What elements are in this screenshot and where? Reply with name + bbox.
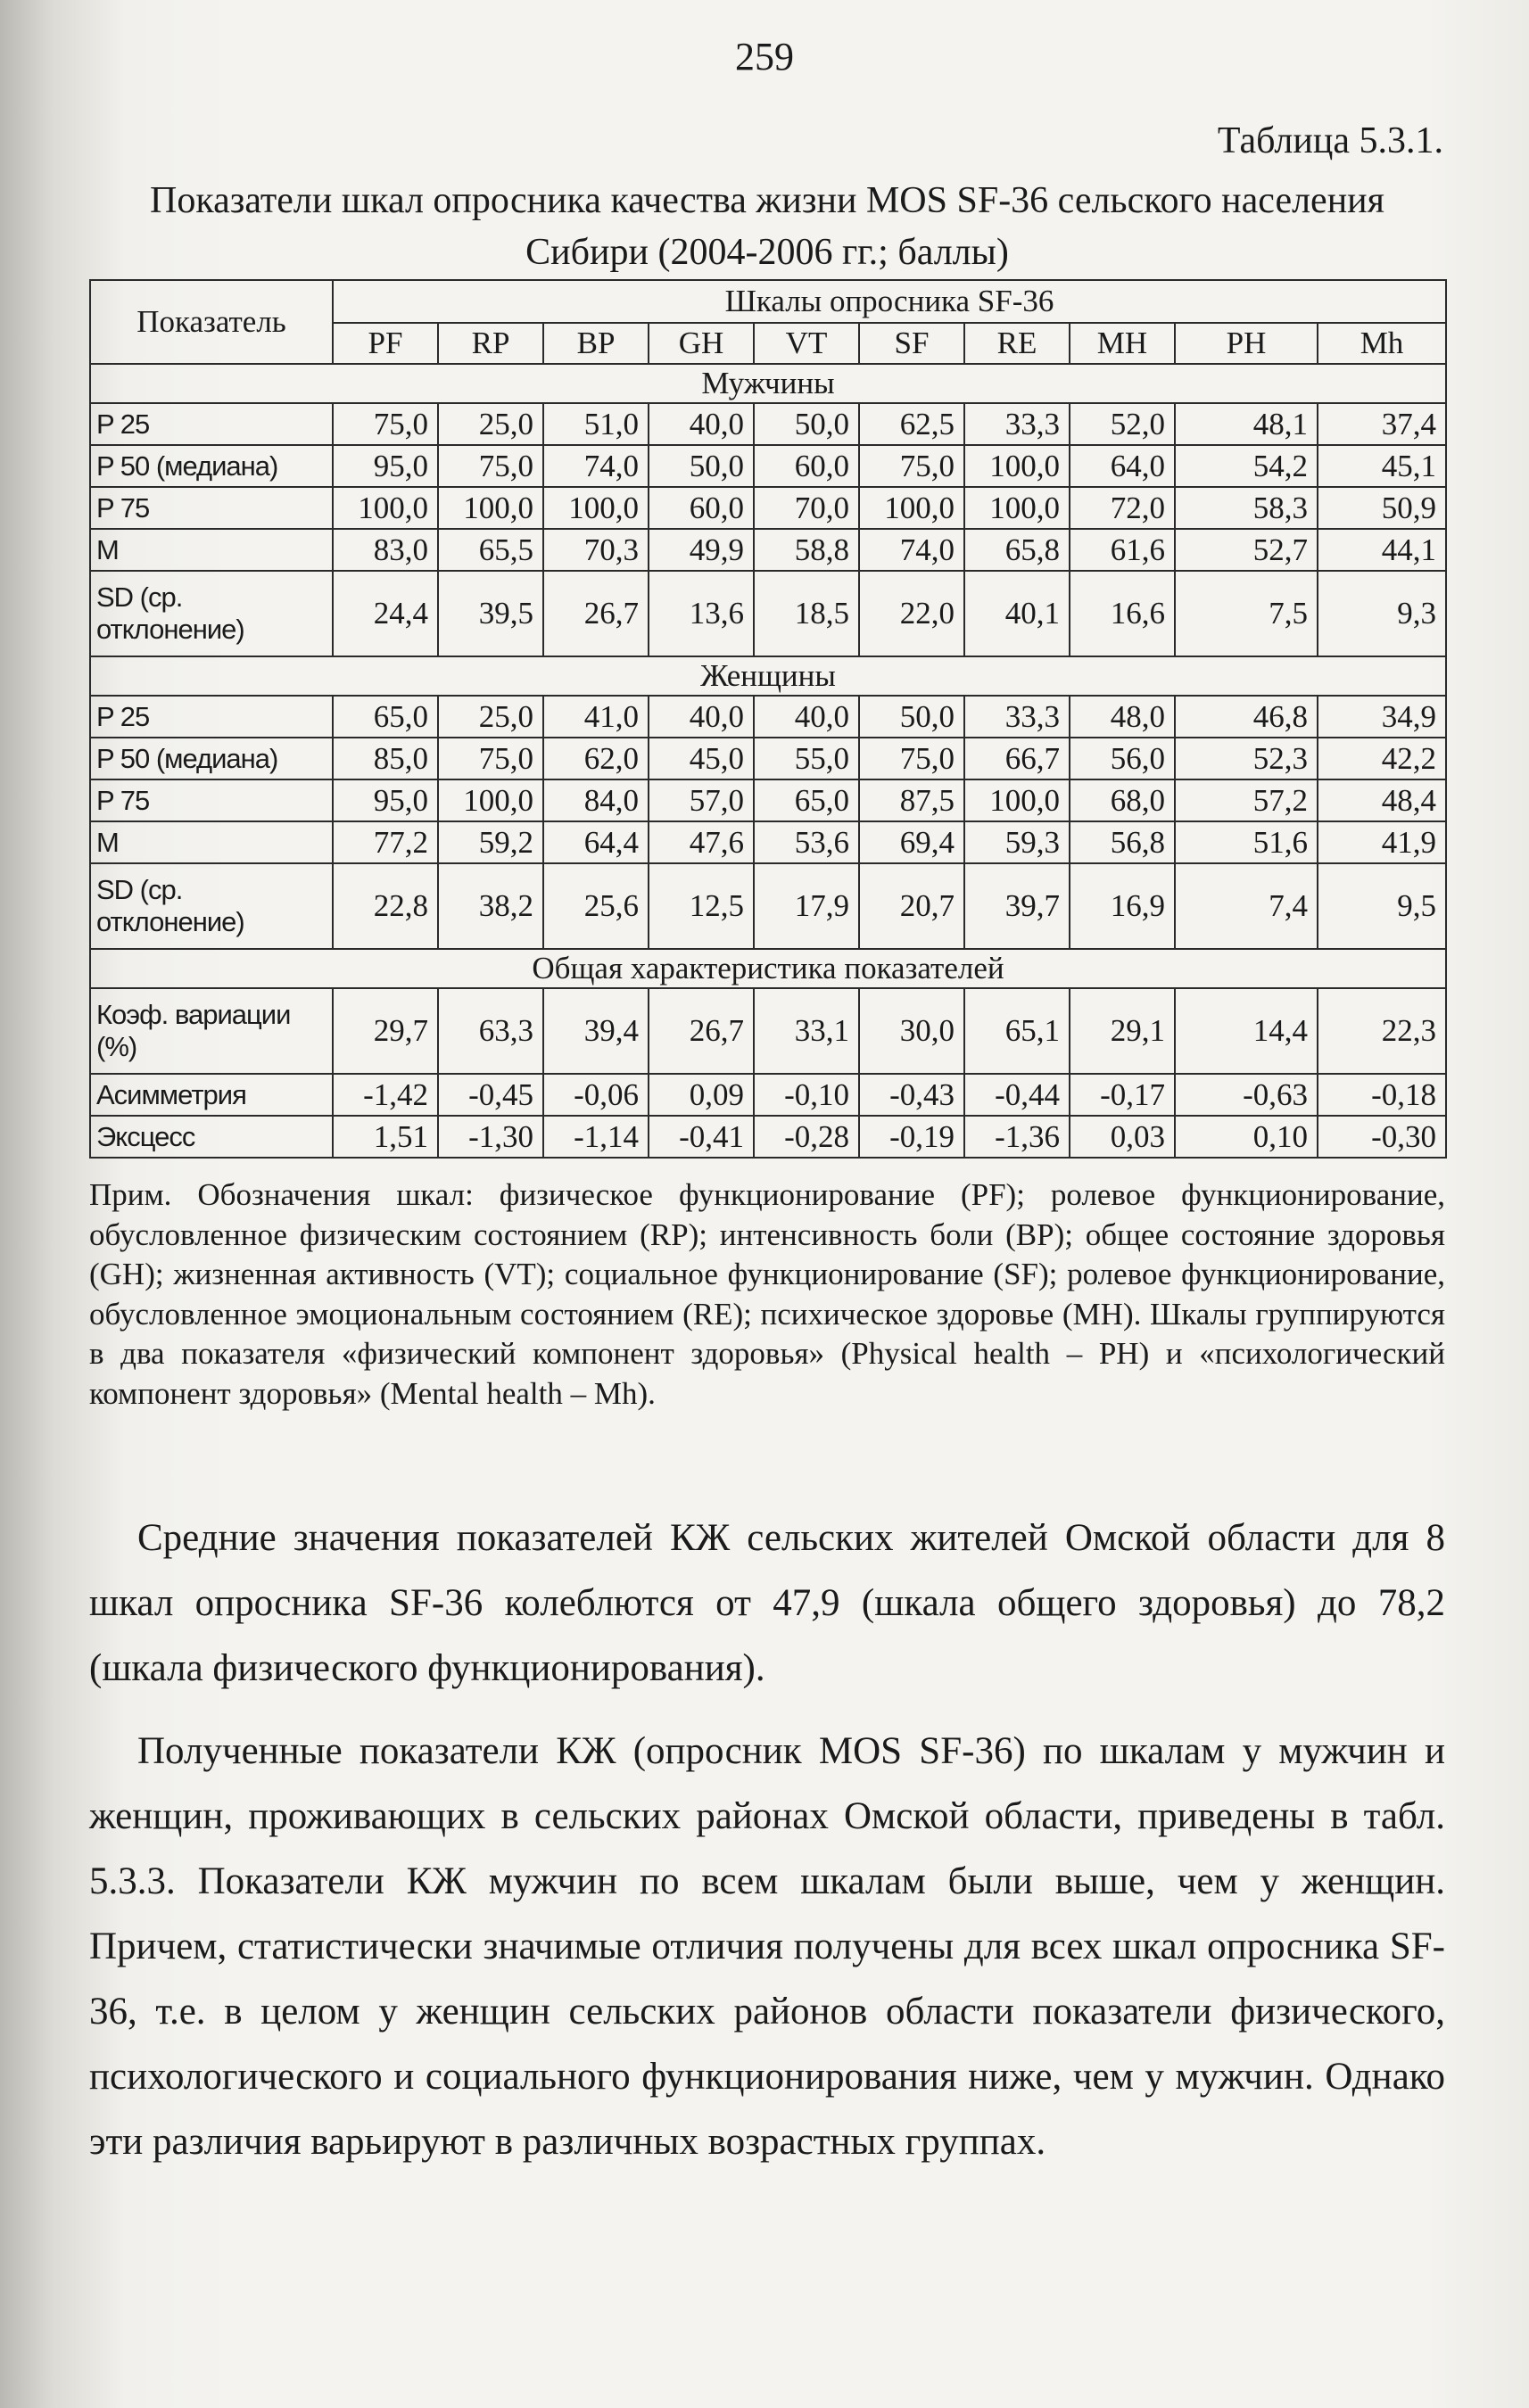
cell-ph: -0,63 (1175, 1074, 1318, 1116)
row-label: P 75 (90, 487, 333, 529)
table-row (90, 1116, 1446, 1158)
section-general (90, 949, 1446, 988)
cell-gh: 45,0 (649, 738, 754, 779)
table-note: Прим. Обозначения шкал: физическое функционирование (PF); ролевое функционирование, обусловленное физическим состоянием (RP); интенсивность боли (BP); общее состояние здоровья (GH); жизненная активность (VT); социальное функционирование (SF); ролевое функционирование, обусловленное эмоциональным состоянием (RE); психическое здоровье (MH). Шкалы группируются в два показателя «физический компонент здоровья» (Physical health – PH) и «психологический компонент здоровья» (Mental health – Mh). (89, 1177, 1445, 1411)
cell-gh: 13,6 (649, 571, 754, 656)
cell-ph: 58,3 (1175, 487, 1318, 529)
cell-re: 100,0 (964, 487, 1070, 529)
section-men (90, 364, 1446, 403)
cell-bp: 64,4 (543, 821, 649, 863)
cell-gh: 47,6 (649, 821, 754, 863)
cell-ph: 7,5 (1175, 571, 1318, 656)
section-label: Женщины (90, 656, 1446, 696)
cell-pf: 77,2 (333, 821, 438, 863)
cell-mh: 34,9 (1318, 696, 1446, 738)
cell-rp: 25,0 (438, 403, 543, 445)
cell-mh: 61,6 (1070, 529, 1175, 571)
cell-re: 100,0 (964, 445, 1070, 487)
cell-rp: 25,0 (438, 696, 543, 738)
table-row (90, 1074, 1446, 1116)
table-row (90, 738, 1446, 779)
cell-sf: 50,0 (859, 696, 964, 738)
row-label: M (90, 821, 333, 863)
table-row (90, 988, 1446, 1074)
cell-re: 65,8 (964, 529, 1070, 571)
column-header: BP (543, 323, 649, 364)
cell-mh: 41,9 (1318, 821, 1446, 863)
cell-mh: 22,3 (1318, 988, 1446, 1074)
cell-bp: 70,3 (543, 529, 649, 571)
cell-mh: 16,9 (1070, 863, 1175, 949)
cell-rp: 100,0 (438, 779, 543, 821)
cell-mh: 44,1 (1318, 529, 1446, 571)
cell-sf: 87,5 (859, 779, 964, 821)
cell-gh: 0,09 (649, 1074, 754, 1116)
cell-rp: 39,5 (438, 571, 543, 656)
cell-bp: 84,0 (543, 779, 649, 821)
cell-ph: 51,6 (1175, 821, 1318, 863)
cell-pf: 95,0 (333, 445, 438, 487)
cell-bp: 62,0 (543, 738, 649, 779)
cell-mh: 48,4 (1318, 779, 1446, 821)
row-label: SD (ср. отклонение) (90, 863, 333, 949)
column-header: RP (438, 323, 543, 364)
cell-re: 39,7 (964, 863, 1070, 949)
cell-re: 66,7 (964, 738, 1070, 779)
scales-header: Шкалы опросника SF-36 (333, 280, 1446, 323)
cell-mh: 9,3 (1318, 571, 1446, 656)
cell-re: -0,44 (964, 1074, 1070, 1116)
row-label: Асимметрия (90, 1074, 333, 1116)
cell-ph: 52,3 (1175, 738, 1318, 779)
cell-gh: 26,7 (649, 988, 754, 1074)
cell-vt: 50,0 (754, 403, 859, 445)
cell-mh: 64,0 (1070, 445, 1175, 487)
cell-vt: 70,0 (754, 487, 859, 529)
section-label: Общая характеристика показателей (90, 949, 1446, 988)
cell-bp: 51,0 (543, 403, 649, 445)
body-text (89, 1505, 1445, 2174)
column-header: PF (333, 323, 438, 364)
table-label: Таблица 5.3.1. (1217, 120, 1443, 161)
cell-vt: -0,28 (754, 1116, 859, 1158)
cell-re: 59,3 (964, 821, 1070, 863)
cell-pf: 24,4 (333, 571, 438, 656)
column-header: Mh (1318, 323, 1446, 364)
cell-ph: 7,4 (1175, 863, 1318, 949)
column-header: GH (649, 323, 754, 364)
cell-vt: 58,8 (754, 529, 859, 571)
cell-re: 40,1 (964, 571, 1070, 656)
cell-rp: -1,30 (438, 1116, 543, 1158)
cell-rp: 75,0 (438, 445, 543, 487)
cell-gh: 50,0 (649, 445, 754, 487)
cell-sf: 100,0 (859, 487, 964, 529)
cell-mh: 56,8 (1070, 821, 1175, 863)
cell-mh: -0,18 (1318, 1074, 1446, 1116)
table-row (90, 445, 1446, 487)
cell-pf: 65,0 (333, 696, 438, 738)
cell-bp: 25,6 (543, 863, 649, 949)
row-label: M (90, 529, 333, 571)
cell-sf: 22,0 (859, 571, 964, 656)
row-label: P 25 (90, 403, 333, 445)
cell-gh: 12,5 (649, 863, 754, 949)
column-header: SF (859, 323, 964, 364)
cell-rp: 65,5 (438, 529, 543, 571)
cell-pf: 75,0 (333, 403, 438, 445)
row-label: P 75 (90, 779, 333, 821)
cell-mh: 29,1 (1070, 988, 1175, 1074)
cell-pf: 1,51 (333, 1116, 438, 1158)
column-header: RE (964, 323, 1070, 364)
cell-mh: 45,1 (1318, 445, 1446, 487)
cell-sf: 69,4 (859, 821, 964, 863)
cell-vt: 18,5 (754, 571, 859, 656)
cell-ph: 14,4 (1175, 988, 1318, 1074)
section-women (90, 656, 1446, 696)
cell-rp: 59,2 (438, 821, 543, 863)
cell-pf: 29,7 (333, 988, 438, 1074)
cell-mh: 0,03 (1070, 1116, 1175, 1158)
cell-mh: 50,9 (1318, 487, 1446, 529)
cell-rp: 38,2 (438, 863, 543, 949)
cell-sf: 75,0 (859, 738, 964, 779)
cell-ph: 57,2 (1175, 779, 1318, 821)
cell-vt: 55,0 (754, 738, 859, 779)
row-label: P 25 (90, 696, 333, 738)
cell-bp: -1,14 (543, 1116, 649, 1158)
cell-gh: 60,0 (649, 487, 754, 529)
cell-mh: 9,5 (1318, 863, 1446, 949)
table-row (90, 863, 1446, 949)
cell-vt: 17,9 (754, 863, 859, 949)
cell-pf: -1,42 (333, 1074, 438, 1116)
table-row (90, 403, 1446, 445)
cell-sf: 30,0 (859, 988, 964, 1074)
cell-mh: 68,0 (1070, 779, 1175, 821)
cell-re: -1,36 (964, 1116, 1070, 1158)
cell-vt: 33,1 (754, 988, 859, 1074)
cell-gh: 57,0 (649, 779, 754, 821)
table-row (90, 571, 1446, 656)
cell-pf: 22,8 (333, 863, 438, 949)
table-row (90, 779, 1446, 821)
cell-mh: 16,6 (1070, 571, 1175, 656)
cell-ph: 52,7 (1175, 529, 1318, 571)
cell-re: 33,3 (964, 403, 1070, 445)
cell-bp: 100,0 (543, 487, 649, 529)
cell-vt: -0,10 (754, 1074, 859, 1116)
cell-sf: 20,7 (859, 863, 964, 949)
cell-pf: 100,0 (333, 487, 438, 529)
cell-gh: 49,9 (649, 529, 754, 571)
cell-sf: 74,0 (859, 529, 964, 571)
cell-bp: 41,0 (543, 696, 649, 738)
cell-vt: 53,6 (754, 821, 859, 863)
cell-gh: -0,41 (649, 1116, 754, 1158)
cell-ph: 46,8 (1175, 696, 1318, 738)
paragraph: Средние значения показателей КЖ сельских жителей Омской области для 8 шкал опросника SF-36 колеблются от 47,9 (шкала общего здоровья) до 78,2 (шкала физического функционирования). (89, 1517, 1445, 1689)
cell-bp: 26,7 (543, 571, 649, 656)
cell-mh: 37,4 (1318, 403, 1446, 445)
cell-sf: -0,43 (859, 1074, 964, 1116)
cell-pf: 95,0 (333, 779, 438, 821)
cell-mh: 42,2 (1318, 738, 1446, 779)
cell-rp: 75,0 (438, 738, 543, 779)
cell-gh: 40,0 (649, 403, 754, 445)
table-row (90, 487, 1446, 529)
cell-mh: 56,0 (1070, 738, 1175, 779)
cell-sf: 75,0 (859, 445, 964, 487)
cell-vt: 40,0 (754, 696, 859, 738)
cell-re: 33,3 (964, 696, 1070, 738)
cell-rp: 100,0 (438, 487, 543, 529)
row-label: P 50 (медиана) (90, 445, 333, 487)
cell-re: 65,1 (964, 988, 1070, 1074)
cell-re: 100,0 (964, 779, 1070, 821)
table-row (90, 529, 1446, 571)
cell-mh: 52,0 (1070, 403, 1175, 445)
row-label: P 50 (медиана) (90, 738, 333, 779)
table-row (90, 821, 1446, 863)
table-caption: Показатели шкал опросника качества жизни MOS SF-36 сельского населения Сибири (2004-2006 гг.; баллы) (150, 180, 1384, 273)
cell-pf: 85,0 (333, 738, 438, 779)
paragraph: Полученные показатели КЖ (опросник MOS SF-36) по шкалам у мужчин и женщин, проживающих в сельских районах Омской области, приведены в табл. 5.3.3. Показатели КЖ мужчин по всем шкалам были выше, чем у женщин. Причем, статистически значимые отличия получены для всех шкал опросника SF-36, т.е. в целом у женщин сельских районов области показатели физического, психологического и социального функционирования ниже, чем у мужчин. Однако эти различия варьируют в различных возрастных группах. (89, 1730, 1445, 2163)
cell-bp: 74,0 (543, 445, 649, 487)
cell-mh: -0,17 (1070, 1074, 1175, 1116)
page-number: 259 (735, 35, 794, 78)
cell-ph: 54,2 (1175, 445, 1318, 487)
cell-mh: -0,30 (1318, 1116, 1446, 1158)
cell-bp: 39,4 (543, 988, 649, 1074)
cell-pf: 83,0 (333, 529, 438, 571)
table-row (90, 696, 1446, 738)
column-header: VT (754, 323, 859, 364)
row-label: Эксцесс (90, 1116, 333, 1158)
cell-mh: 72,0 (1070, 487, 1175, 529)
row-label: SD (ср. отклонение) (90, 571, 333, 656)
cell-mh: 48,0 (1070, 696, 1175, 738)
section-label: Мужчины (90, 364, 1446, 403)
cell-sf: -0,19 (859, 1116, 964, 1158)
cell-rp: 63,3 (438, 988, 543, 1074)
cell-vt: 60,0 (754, 445, 859, 487)
column-header: MH (1070, 323, 1175, 364)
cell-sf: 62,5 (859, 403, 964, 445)
cell-rp: -0,45 (438, 1074, 543, 1116)
cell-bp: -0,06 (543, 1074, 649, 1116)
sf36-table (89, 279, 1447, 1159)
cell-vt: 65,0 (754, 779, 859, 821)
cell-ph: 0,10 (1175, 1116, 1318, 1158)
column-header: PH (1175, 323, 1318, 364)
cell-ph: 48,1 (1175, 403, 1318, 445)
indicator-header: Показатель (90, 280, 333, 364)
cell-gh: 40,0 (649, 696, 754, 738)
row-label: Коэф. вариации (%) (90, 988, 333, 1074)
